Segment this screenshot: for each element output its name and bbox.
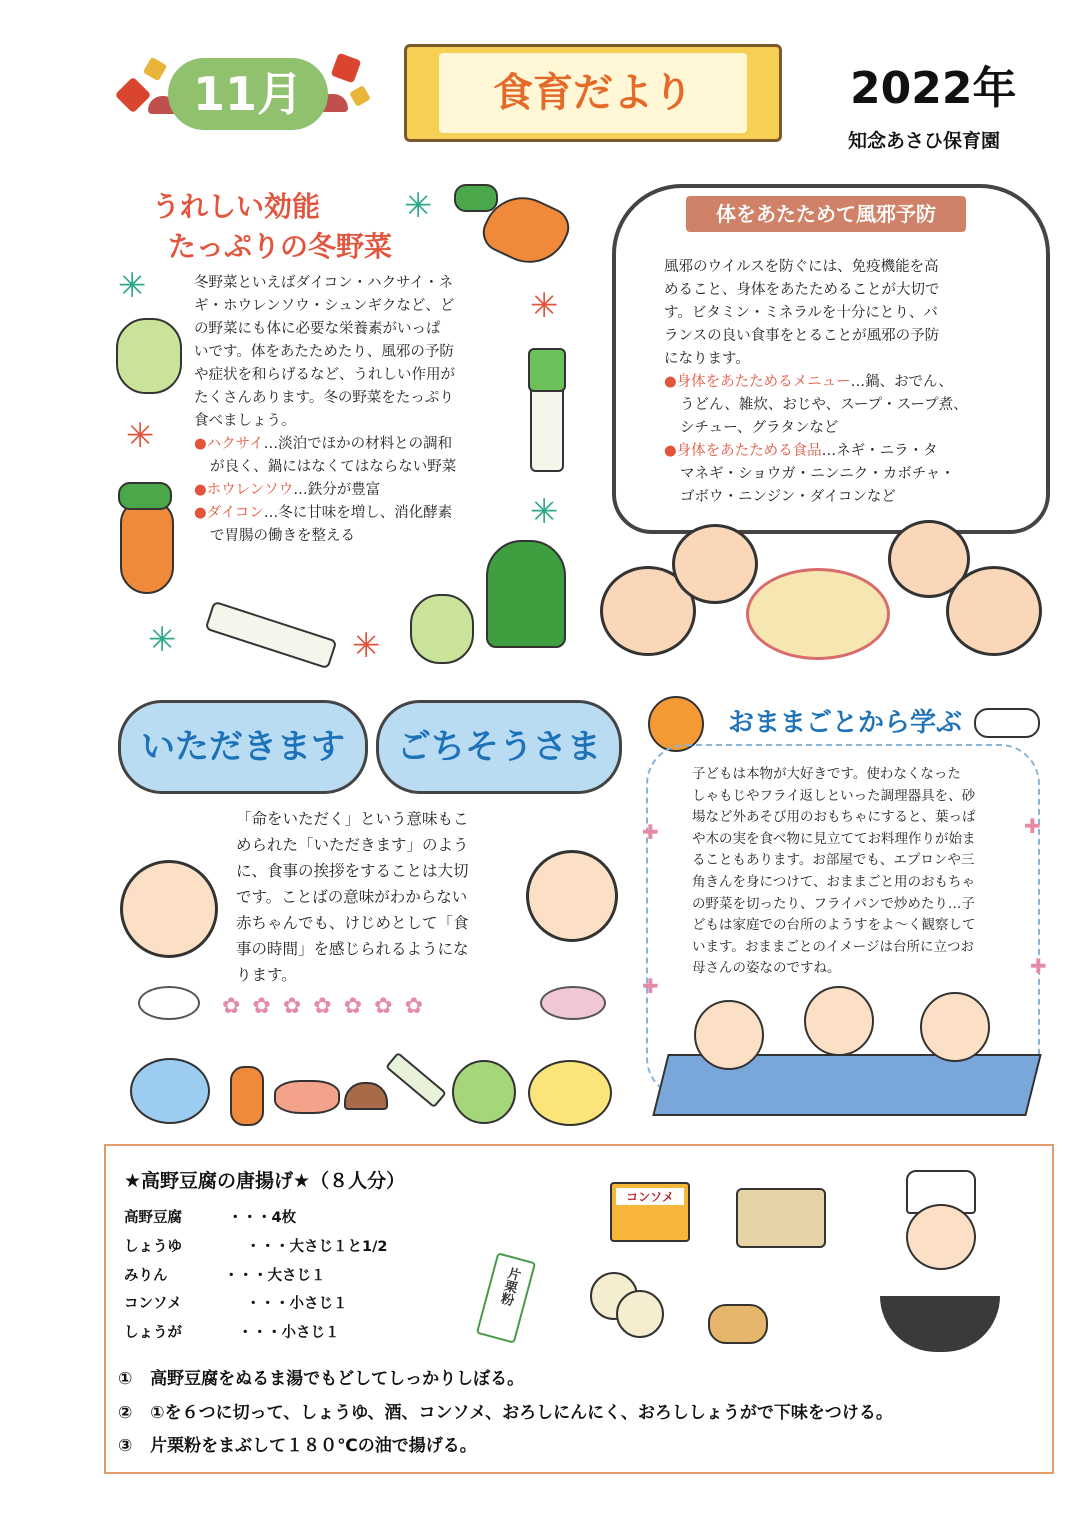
- child-face: [804, 986, 874, 1056]
- greetings-body: [236, 806, 516, 988]
- fish-icon: [274, 1080, 340, 1114]
- maple-leaf-icon: [331, 53, 362, 84]
- sparkle-icon: ✳: [118, 266, 147, 306]
- warm-menu-text: シチュー、グラタンなど: [680, 420, 839, 436]
- veg-item-name: ハクサイ: [206, 436, 264, 452]
- katakuriko-label: 片栗粉: [496, 1265, 522, 1307]
- ingredient-row: [124, 1321, 182, 1342]
- maple-leaf-icon: [349, 85, 371, 107]
- consomme-label: コンソメ: [616, 1188, 684, 1205]
- veg-body-line: 食べましょう。: [194, 413, 296, 429]
- plate-icon: [540, 986, 606, 1020]
- veg-item-daikon: ●ダイコン…冬に甘味を増し、消化酵素: [194, 505, 453, 521]
- ingredient-amount: ・・・小さじ１: [238, 1325, 340, 1341]
- ingredient-name: コンソメ: [124, 1296, 182, 1312]
- garlic-icon: [616, 1290, 664, 1338]
- veg-item-desc: …冬に甘味を増し、消化酵素: [263, 505, 453, 521]
- girl-face: [120, 860, 218, 958]
- omamagoto-line: います。おままごとのイメージは台所に立つお: [692, 938, 975, 955]
- sparkle-icon: ✳: [352, 626, 381, 666]
- greetings-line: 赤ちゃんでも、けじめとして「食: [236, 914, 469, 932]
- greetings-line: ります。: [236, 966, 297, 984]
- veg-body: [194, 272, 504, 548]
- greetings-line: に、食事の挨拶をすることは大切: [236, 862, 469, 880]
- child-face: [694, 1000, 764, 1070]
- step-number: ③: [118, 1436, 133, 1456]
- ingredient-name: みりん: [124, 1268, 168, 1284]
- step-text: 片栗粉をまぶして１８０℃の油で揚げる。: [150, 1436, 477, 1456]
- flower-icon: ✚: [642, 974, 659, 998]
- veg-body-line: いです。体をあたためたり、風邪の予防: [194, 344, 454, 360]
- omamagoto-line: の野菜を切ったり、フライパンで炒めたり…子: [692, 895, 975, 912]
- gochisousama-bubble: ごちそうさま: [376, 700, 622, 794]
- month-label: 11月: [168, 58, 328, 130]
- omamagoto-line: 角きんを身につけて、おままごと用のおもちゃ: [692, 873, 975, 890]
- koya-tofu-icon: [736, 1188, 826, 1248]
- warm-food-text: マネギ・ショウガ・ニンニク・カボチャ・: [680, 466, 955, 482]
- ingredient-name: しょうが: [124, 1325, 182, 1341]
- leek-icon: [205, 601, 338, 670]
- cold-body-line: す。ビタミン・ミネラルを十分にとり、バ: [664, 305, 938, 321]
- warm-food-label: 身体をあたためる食品: [676, 443, 822, 459]
- boy-face: [526, 850, 618, 942]
- veg-item-horenso: ●ホウレンソウ…鉄分が豊富: [194, 482, 381, 498]
- ingredient-row: [124, 1206, 182, 1227]
- veg-item-hakusai: ●ハクサイ…淡泊でほかの材料との調和: [194, 436, 453, 452]
- maple-leaf-icon: [143, 57, 168, 82]
- leek-leaf-icon: [528, 348, 566, 392]
- veg-item-name: ホウレンソウ: [206, 482, 294, 498]
- warm-food: ●身体をあたためる食品…ネギ・ニラ・タ: [664, 443, 938, 459]
- cabbage-icon: [410, 594, 474, 664]
- carrot-icon: [230, 1066, 264, 1126]
- carrot-leaf-icon: [118, 482, 172, 510]
- sparkle-icon: ✳: [126, 416, 155, 456]
- veg-title-line2: たっぷりの冬野菜: [168, 230, 393, 263]
- school-name: 知念あさひ保育園: [848, 130, 1001, 152]
- child-face: [672, 524, 758, 604]
- warm-menu: ●身体をあたためるメニュー…鍋、おでん、: [664, 374, 953, 390]
- omamagoto-line: 母さんの姿なのですね。: [692, 960, 841, 977]
- cold-body-line: ランスの良い食事をとることが風邪の予防: [664, 328, 940, 344]
- flower-icon: ✚: [1024, 814, 1041, 838]
- leek-icon: [385, 1052, 447, 1108]
- year-label: 2022年: [850, 63, 1017, 114]
- veg-title-line1: うれしい効能: [152, 190, 321, 223]
- mushroom-icon: [344, 1082, 388, 1110]
- ingredient-amount: ・・・小さじ１: [246, 1296, 348, 1312]
- omamagoto-line: 場など外あそび用のおもちゃにすると、葉っぱ: [692, 809, 976, 826]
- warm-menu-text: うどん、雑炊、おじや、スープ・スープ煮、: [680, 397, 968, 413]
- flower-icon: ✚: [1030, 954, 1047, 978]
- warm-food-text: ゴボウ・ニンジン・ダイコンなど: [680, 489, 896, 505]
- step-number: ①: [118, 1369, 133, 1389]
- flower-icon: ✚: [642, 820, 659, 844]
- veg-item-name: ダイコン: [206, 505, 264, 521]
- consomme-box-icon: [610, 1182, 690, 1242]
- plate-icon: [138, 986, 200, 1020]
- omamagoto-line: ることもあります。お部屋でも、エプロンや三: [692, 852, 975, 869]
- omamagoto-line: どもは家庭での台所のようすをよ～く観察して: [692, 917, 976, 934]
- spinach-icon: [486, 540, 566, 648]
- warm-food-text: …ネギ・ニラ・タ: [821, 443, 938, 459]
- step-number: ②: [118, 1403, 133, 1423]
- ginger-icon: [708, 1304, 768, 1344]
- greetings-line: 事の時間」を感じられるようにな: [236, 940, 469, 958]
- recipe-title: ★高野豆腐の唐揚げ★（８人分）: [124, 1170, 406, 1192]
- veg-body-line: たくさんあります。冬の野菜をたっぷり: [194, 390, 454, 406]
- recipe-step: [118, 1364, 524, 1389]
- recipe-step: [118, 1398, 893, 1423]
- child-face: [946, 566, 1042, 656]
- sparkle-icon: ✳: [404, 186, 433, 226]
- ingredient-row: [124, 1292, 182, 1313]
- itadakimasu-bubble: いただきます: [118, 700, 368, 794]
- cold-body-line: になります。: [664, 351, 750, 367]
- cold-body-line: 風邪のウイルスを防ぐには、免疫機能を高: [664, 259, 939, 275]
- veg-item-desc: で胃腸の働きを整える: [210, 528, 355, 544]
- ingredient-amount: ・・・大さじ１: [224, 1268, 326, 1284]
- cabbage-icon: [452, 1060, 516, 1124]
- omamagoto-line: しゃもじやフライ返しといった調理器具を、砂: [692, 787, 976, 804]
- recipe-step: [118, 1431, 477, 1456]
- chef-face: [906, 1204, 976, 1270]
- cold-body-line: めること、身体をあたためることが大切で: [664, 282, 940, 298]
- omamagoto-line: 子どもは本物が大好きです。使わなくなった: [692, 766, 961, 782]
- omamagoto-line: や木の実を食べ物に見立ててお料理作りが始ま: [692, 830, 976, 847]
- sparkle-icon: ✳: [148, 620, 177, 660]
- veg-body-line: 冬野菜といえばダイコン・ハクサイ・ネ: [194, 275, 454, 291]
- title-banner: [404, 44, 782, 142]
- carrot-icon: [120, 500, 174, 594]
- flower-border: ✿✿✿✿✿✿✿: [222, 994, 436, 1019]
- maple-leaf-icon: [115, 77, 152, 114]
- ingredient-name: しょうゆ: [124, 1239, 182, 1255]
- ingredient-amount: ・・・4枚: [228, 1210, 297, 1226]
- step-text: 高野豆腐をぬるま湯でもどしてしっかりしぼる。: [150, 1369, 525, 1389]
- carrot-leaf-icon: [454, 184, 498, 212]
- warm-menu-label: 身体をあたためるメニュー: [676, 374, 851, 390]
- omamagoto-title: おままごとから学ぶ: [728, 708, 963, 738]
- ingredient-name: 高野豆腐: [124, 1210, 182, 1226]
- mouse-icon: [130, 1058, 210, 1124]
- ingredient-row: [124, 1235, 182, 1256]
- cloud-icon: [974, 708, 1040, 738]
- veg-item-desc: …鉄分が豊富: [293, 482, 381, 498]
- cabbage-icon: [116, 318, 182, 394]
- cat-icon: [528, 1060, 612, 1126]
- hotpot-illustration: [746, 568, 890, 660]
- ingredient-row: [124, 1264, 168, 1285]
- greetings-line: です。ことばの意味がわからない: [236, 888, 468, 906]
- cold-body: [664, 256, 994, 509]
- sparkle-icon: ✳: [530, 492, 559, 532]
- banner-title: 食育だより: [439, 53, 747, 133]
- warm-menu-text: …鍋、おでん、: [850, 374, 953, 390]
- veg-item-desc: …淡泊でほかの材料との調和: [263, 436, 453, 452]
- sparkle-icon: ✳: [530, 286, 559, 326]
- step-text: ①を６つに切って、しょうゆ、酒、コンソメ、おろしにんにく、おろししょうがで下味をつける。: [150, 1403, 893, 1423]
- veg-body-line: ギ・ホウレンソウ・シュンギクなど、ど: [194, 298, 455, 314]
- ingredient-amount: ・・・大さじ１と1/2: [246, 1239, 388, 1255]
- greetings-line: められた「いただきます」のよう: [236, 836, 469, 854]
- cold-title: 体をあたためて風邪予防: [686, 196, 966, 232]
- child-face: [920, 992, 990, 1062]
- omamagoto-body: [692, 764, 1022, 980]
- veg-item-desc: が良く、鍋にはなくてはならない野菜: [210, 459, 457, 475]
- greetings-line: 「命をいただく」という意味もこ: [236, 810, 469, 828]
- veg-body-line: の野菜にも体に必要な栄養素がいっぱ: [194, 321, 441, 337]
- veg-body-line: や症状を和らげるなど、うれしい作用が: [194, 367, 455, 383]
